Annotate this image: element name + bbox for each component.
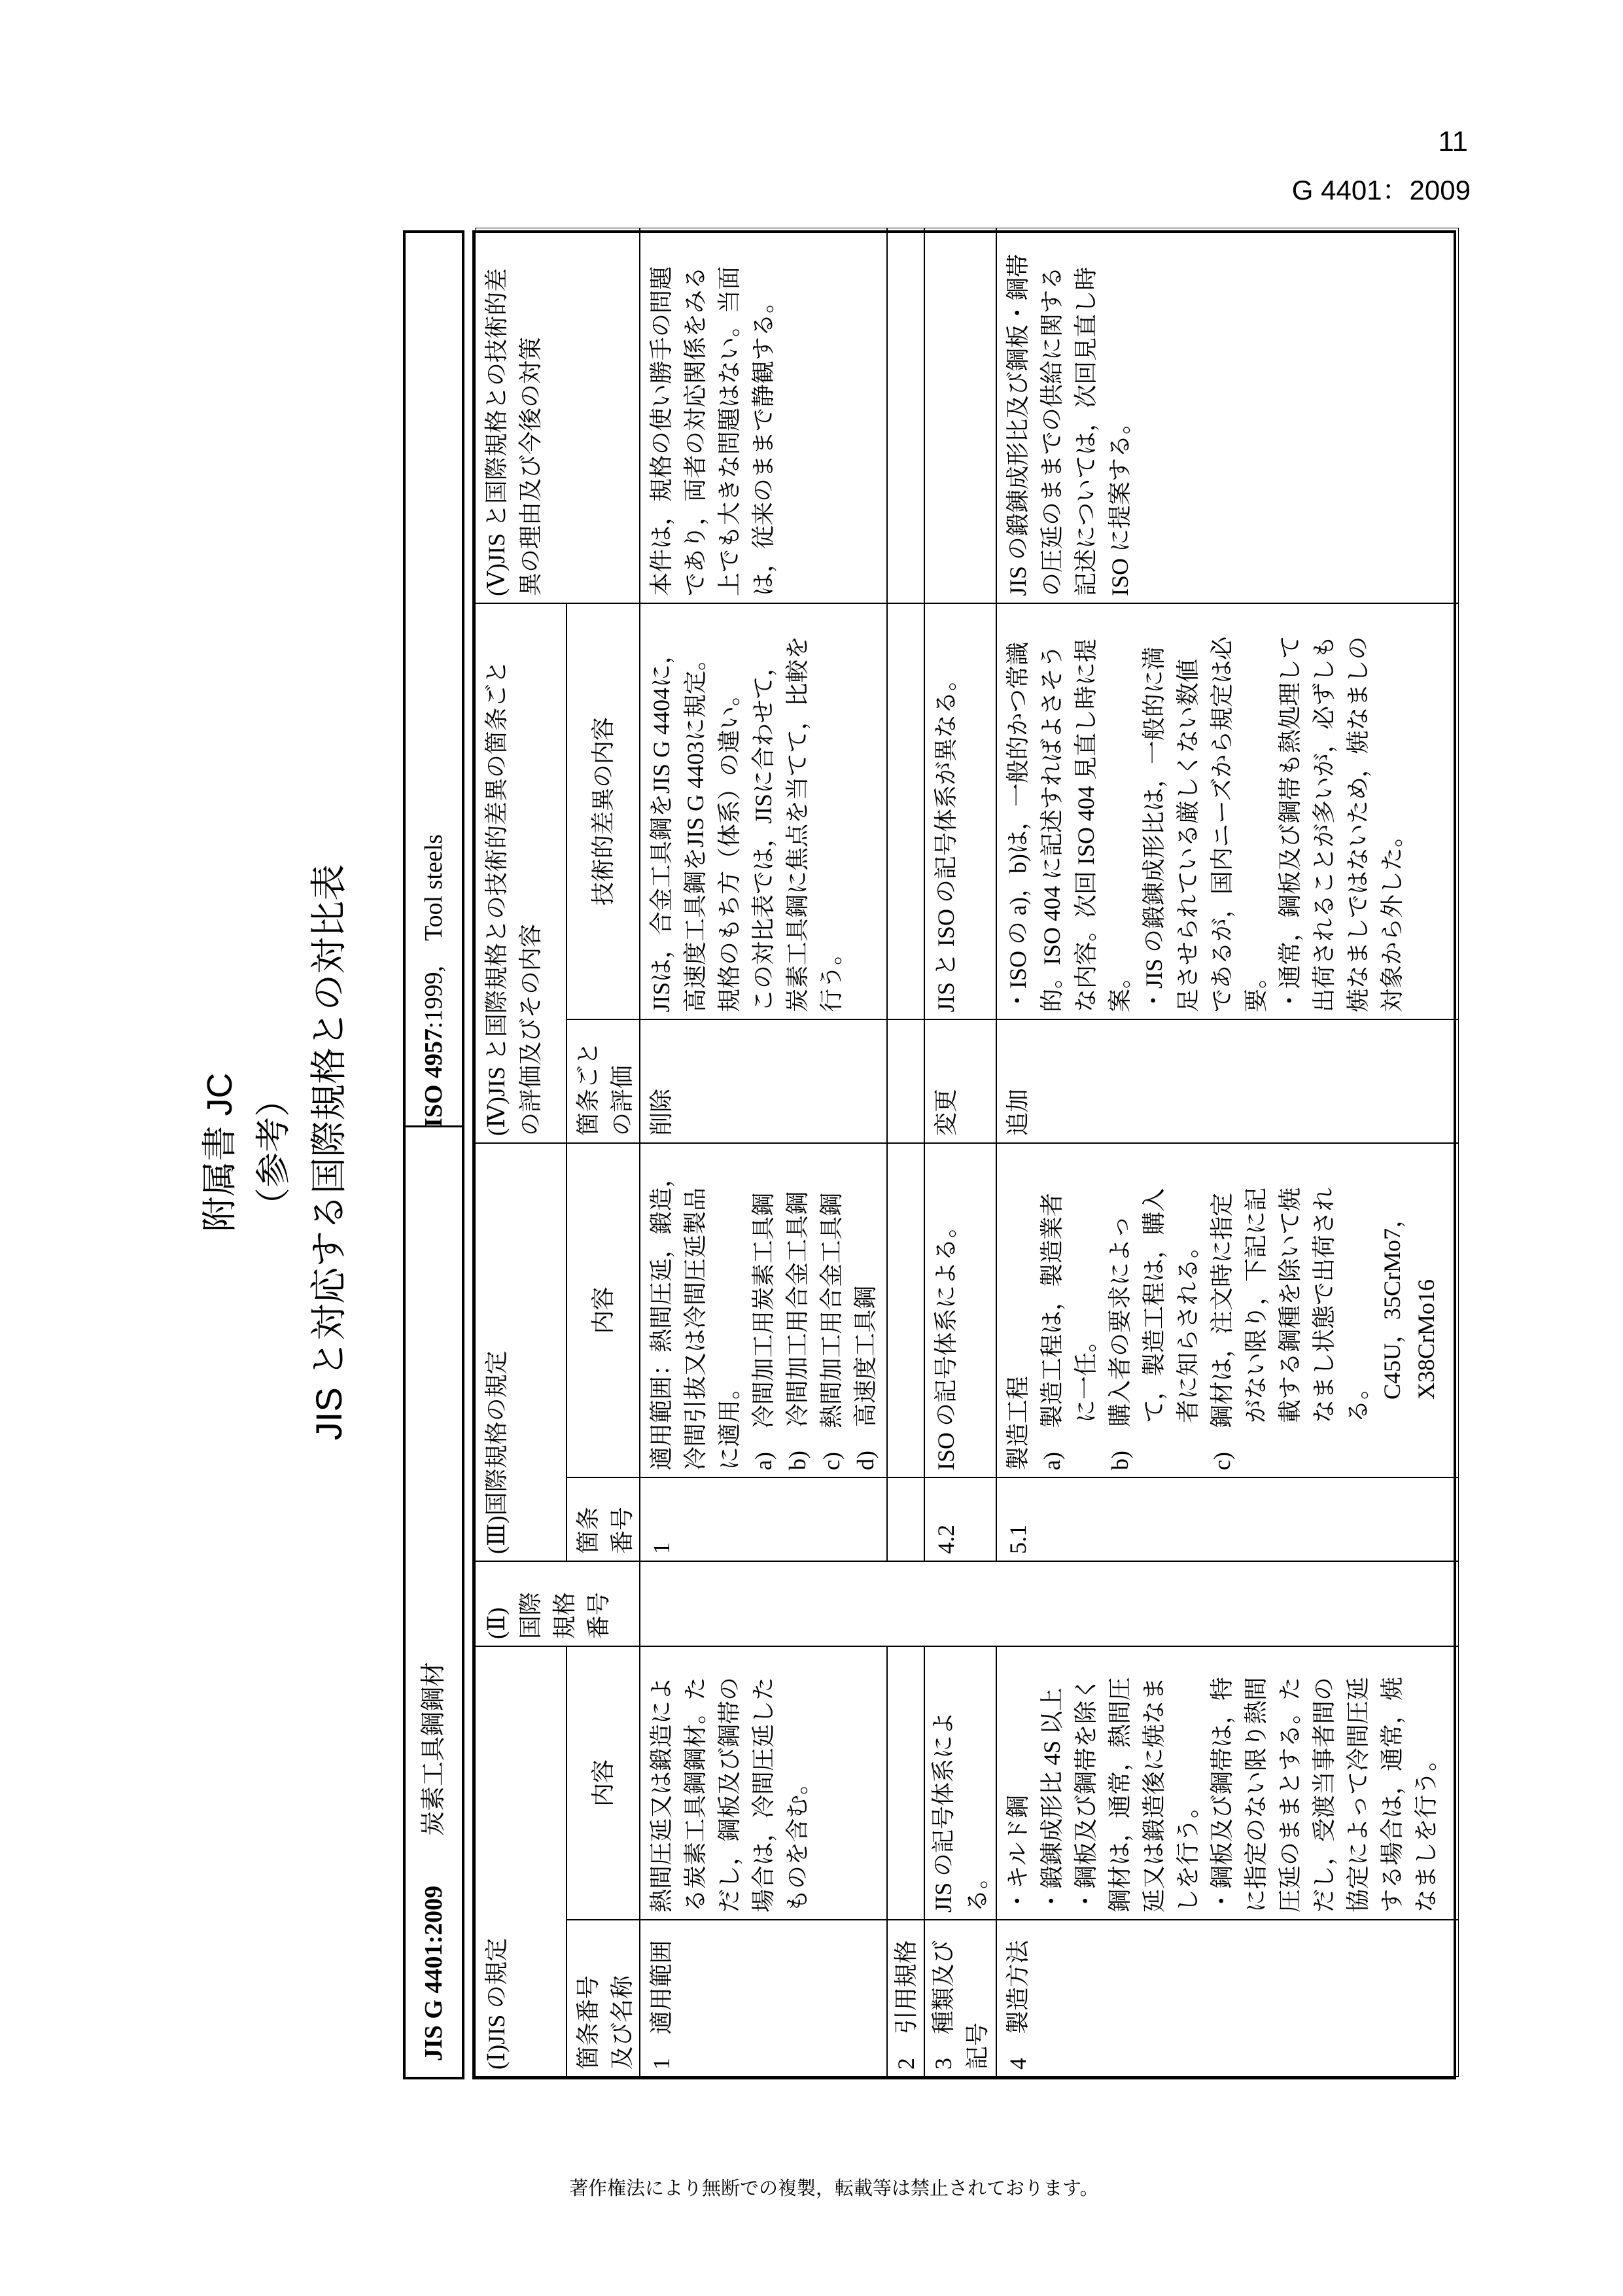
jis-code: JIS G 4401:2009 [420, 1885, 447, 2061]
col-header-jis: (Ⅰ)JIS の規定 [475, 1646, 567, 2077]
row2-jis-content [887, 1646, 924, 1920]
subheader-jis-clause: 箇条番号 及び名称 [567, 1920, 640, 2077]
jis-title: 炭素工具鋼鋼材 [420, 1661, 447, 1836]
subheader-iso-clause: 箇条 番号 [567, 1477, 640, 1561]
subheader-difference: 技術的差異の内容 [567, 603, 640, 1019]
row2-iso-clause [887, 1477, 924, 1561]
col-header-evaluation: (Ⅳ)JIS と国際規格との技術的差異の箇条ごと の評価及びその内容 [475, 603, 567, 1143]
col-header-intl-number: (Ⅱ) 国際 規格 番号 [475, 1561, 640, 1646]
row1-evaluation: 削除 [640, 1019, 887, 1143]
row2-iso-content [887, 1143, 924, 1477]
subheader-evaluation: 箇条ごと の評価 [567, 1019, 640, 1143]
subheader-iso-content: 内容 [567, 1143, 640, 1477]
row1-jis-clause: 1 適用範囲 [640, 1920, 887, 2077]
col-header-reason: (Ⅴ)JIS と国際規格との技術的差 異の理由及び今後の対策 [475, 228, 640, 603]
iso-title: :1999, Tool steels [420, 834, 447, 1029]
table-header-band [403, 230, 464, 2079]
iso-code: ISO 4957 [420, 1029, 447, 1127]
comparison-table [403, 230, 1456, 2079]
iso-standard-header [406, 217, 462, 1143]
table-title: JIS と対応する国際規格との対比表 [308, 864, 349, 1441]
intl-number-cell [640, 1561, 1459, 1646]
row1-difference: JISは，合金工具鋼をJIS G 4404に， 高速度工具鋼をJIS G 4403に規定。 規格のもち方（体系）の違い。 この対比表では，JISに合わせて， 炭素工具鋼に焦点を当てて，比較を 行う。 [640, 603, 887, 1019]
annex-title: 附属書 JC [200, 1072, 239, 1232]
row3-jis-content: JIS の記号体系によ る。 [924, 1646, 996, 1920]
col-header-intl: (Ⅲ)国際規格の規定 [475, 1143, 567, 1561]
table-body [472, 230, 1456, 2079]
row3-jis-clause: 3 種類及び 記号 [924, 1920, 996, 2077]
row4-difference: ・ISO の a)，b)は，一般的かつ常識 的。ISO 404 に記述すればよさそう な内容。次回 ISO 404 見直し時に提 案。 ・JIS の鍛錬成形比は，一般的に満 足させられている厳しくない数値 であるが，国内ニーズから規定は必 要。 ・通常，鋼板及び鋼帯も熱処理して 出荷されることが多いが，必ずしも 焼なましではないため，焼なましの 対象から外した。 [996, 603, 1459, 1019]
row4-jis-clause: 4 製造方法 [996, 1920, 1459, 2077]
page-number: 11 [1438, 126, 1468, 158]
row4-reason: JIS の鍛錬成形比及び鋼板・鋼帯 の圧延のままでの供給に関する 記述については，次回見直し時 ISO に提案する。 [996, 228, 1459, 603]
jis-standard-header [406, 1125, 462, 2077]
row4-evaluation: 追加 [996, 1019, 1459, 1143]
row4-iso-clause: 5.1 [996, 1477, 1459, 1561]
row1-jis-content: 熱間圧延又は鍛造によ る炭素工具鋼鋼材。た だし，鋼板及び鋼帯の 場合は，冷間圧延した ものを含む。 [640, 1646, 887, 1920]
row2-difference [887, 603, 924, 1019]
row1-iso-content: 適用範囲：熱間圧延，鍛造， 冷間引抜又は冷間圧延製品 に適用。 a) 冷間加工用炭素工具鋼 b) 冷間加工用合金工具鋼 c) 熱間加工用合金工具鋼 d) 高速度工具鋼 [640, 1143, 887, 1477]
row2-jis-clause: 2 引用規格 [887, 1920, 924, 2077]
row2-reason [887, 228, 924, 603]
row3-iso-clause: 4.2 [924, 1477, 996, 1561]
row4-jis-content: ・キルド鋼 ・鍛錬成形比 4S 以上 ・鋼板及び鋼帯を除く 鋼材は，通常，熱間圧 延又は鍛造後に焼なま しを行う。 ・鋼板及び鋼帯は，特 に指定のない限り熱間 圧延のままとする。た だし，受渡当事者間の 協定によって冷間圧延 する場合は，通常，焼 なましを行う。 [996, 1646, 1459, 1920]
row1-iso-clause: 1 [640, 1477, 887, 1561]
copyright-notice: 著作権法により無断での複製，転載等は禁止されております。 [569, 2178, 1099, 2199]
row4-iso-content: 製造工程 a) 製造工程は，製造業者 に一任。 b) 購入者の要求によっ て，製造工程は，購入 者に知らされる。 c) 鋼材は，注文時に指定 がない限り，下記に記 載する鋼種を除いて焼 なまし状態で出荷され る。 C45U，35CrMo7， X38CrMo16 [996, 1143, 1459, 1477]
annex-note: （参考） [254, 1082, 293, 1223]
row3-reason [924, 228, 996, 603]
row3-iso-content: ISO の記号体系による。 [924, 1143, 996, 1477]
row2-evaluation [887, 1019, 924, 1143]
row3-evaluation: 変更 [924, 1019, 996, 1143]
subheader-jis-content: 内容 [567, 1646, 640, 1920]
row3-difference: JIS と ISO の記号体系が異なる。 [924, 603, 996, 1019]
row1-reason: 本件は，規格の使い勝手の問題 であり，両者の対応関係をみる 上でも大きな問題はない。当面 は，従来のままで静観する。 [640, 228, 887, 603]
standard-number: G 4401：2009 [1291, 175, 1471, 205]
